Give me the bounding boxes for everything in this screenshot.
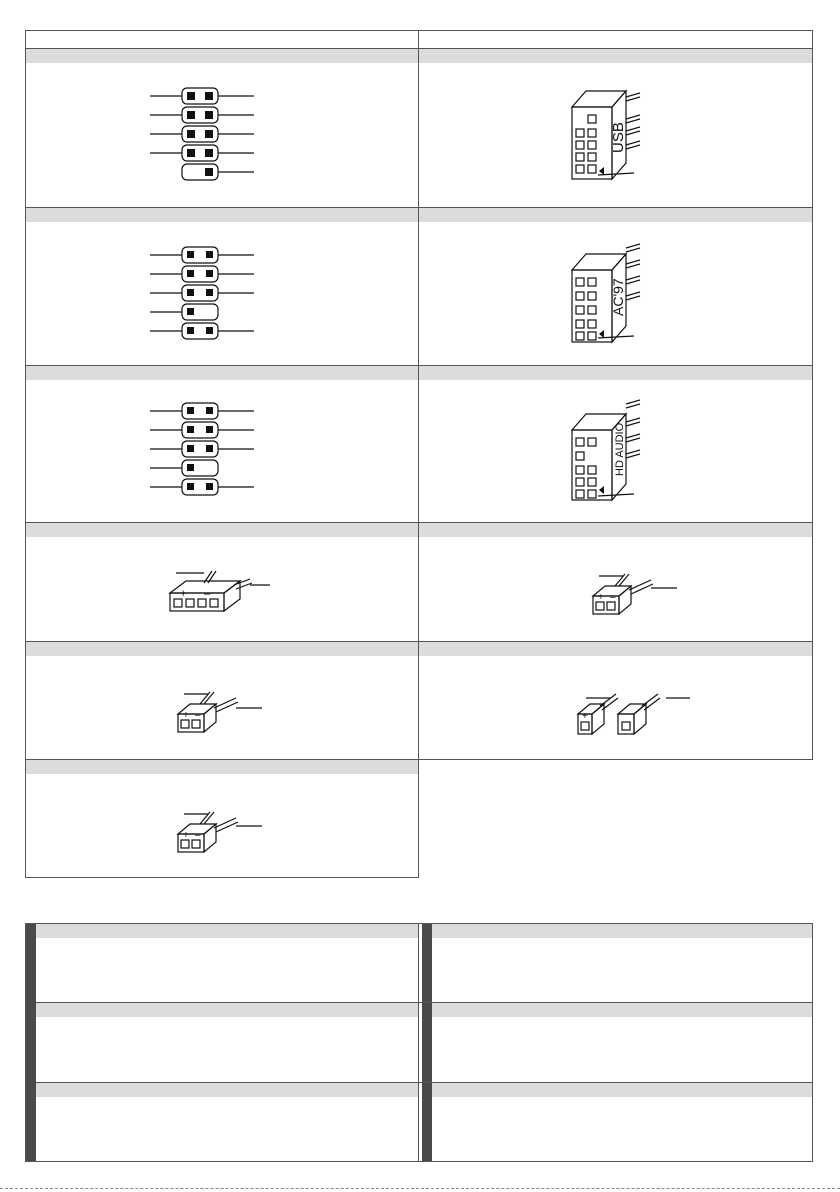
section-bar (26, 366, 418, 380)
section-bar (419, 523, 812, 537)
section-bar (419, 366, 812, 380)
plus-sign: + (183, 830, 189, 841)
section-bar (432, 1003, 812, 1017)
minus-sign: – (195, 710, 201, 721)
ac97-label: AC'97 (610, 278, 626, 316)
ac97-connector-diagram (560, 240, 660, 350)
section-bar (36, 924, 418, 938)
section-bar (432, 924, 812, 938)
two-pin-plug-diagram (585, 568, 685, 628)
two-pin-plug-diagram (170, 686, 270, 746)
minus-sign: – (204, 588, 211, 600)
usb-pin-header-diagram (140, 82, 270, 182)
section-bar (26, 642, 418, 656)
four-pin-plug-diagram (160, 565, 280, 625)
section-bar (26, 523, 418, 537)
bottom-table (25, 923, 813, 1162)
usb-connector-diagram (560, 85, 660, 185)
hd-audio-connector-diagram (560, 396, 660, 506)
section-bar (419, 642, 812, 656)
section-bar (419, 49, 812, 63)
section-bar (419, 208, 812, 222)
left-dark-column (26, 924, 36, 1161)
hd-audio-pin-header-diagram (140, 398, 270, 498)
ac97-pin-header-diagram (140, 240, 270, 340)
page-bottom-rule (0, 1188, 840, 1190)
two-pin-plug-diagram (170, 806, 270, 866)
right-dark-column (422, 924, 432, 1161)
usb-label: USB (610, 122, 627, 153)
minus-sign: – (610, 592, 616, 603)
hd-audio-label: HD AUDIO (614, 422, 626, 476)
bottom-column-divider (418, 924, 419, 1161)
section-bar (26, 49, 418, 63)
minus-sign: – (195, 830, 201, 841)
plus-sign: + (598, 592, 604, 603)
plus-sign: + (180, 588, 187, 600)
plus-sign: + (183, 710, 189, 721)
section-bar (432, 1083, 812, 1097)
section-bar (26, 208, 418, 222)
section-bar (36, 1003, 418, 1017)
single-pin-plugs-diagram (570, 686, 700, 746)
section-bar (26, 760, 418, 774)
section-bar (36, 1083, 418, 1097)
plus-sign: + (582, 711, 588, 722)
